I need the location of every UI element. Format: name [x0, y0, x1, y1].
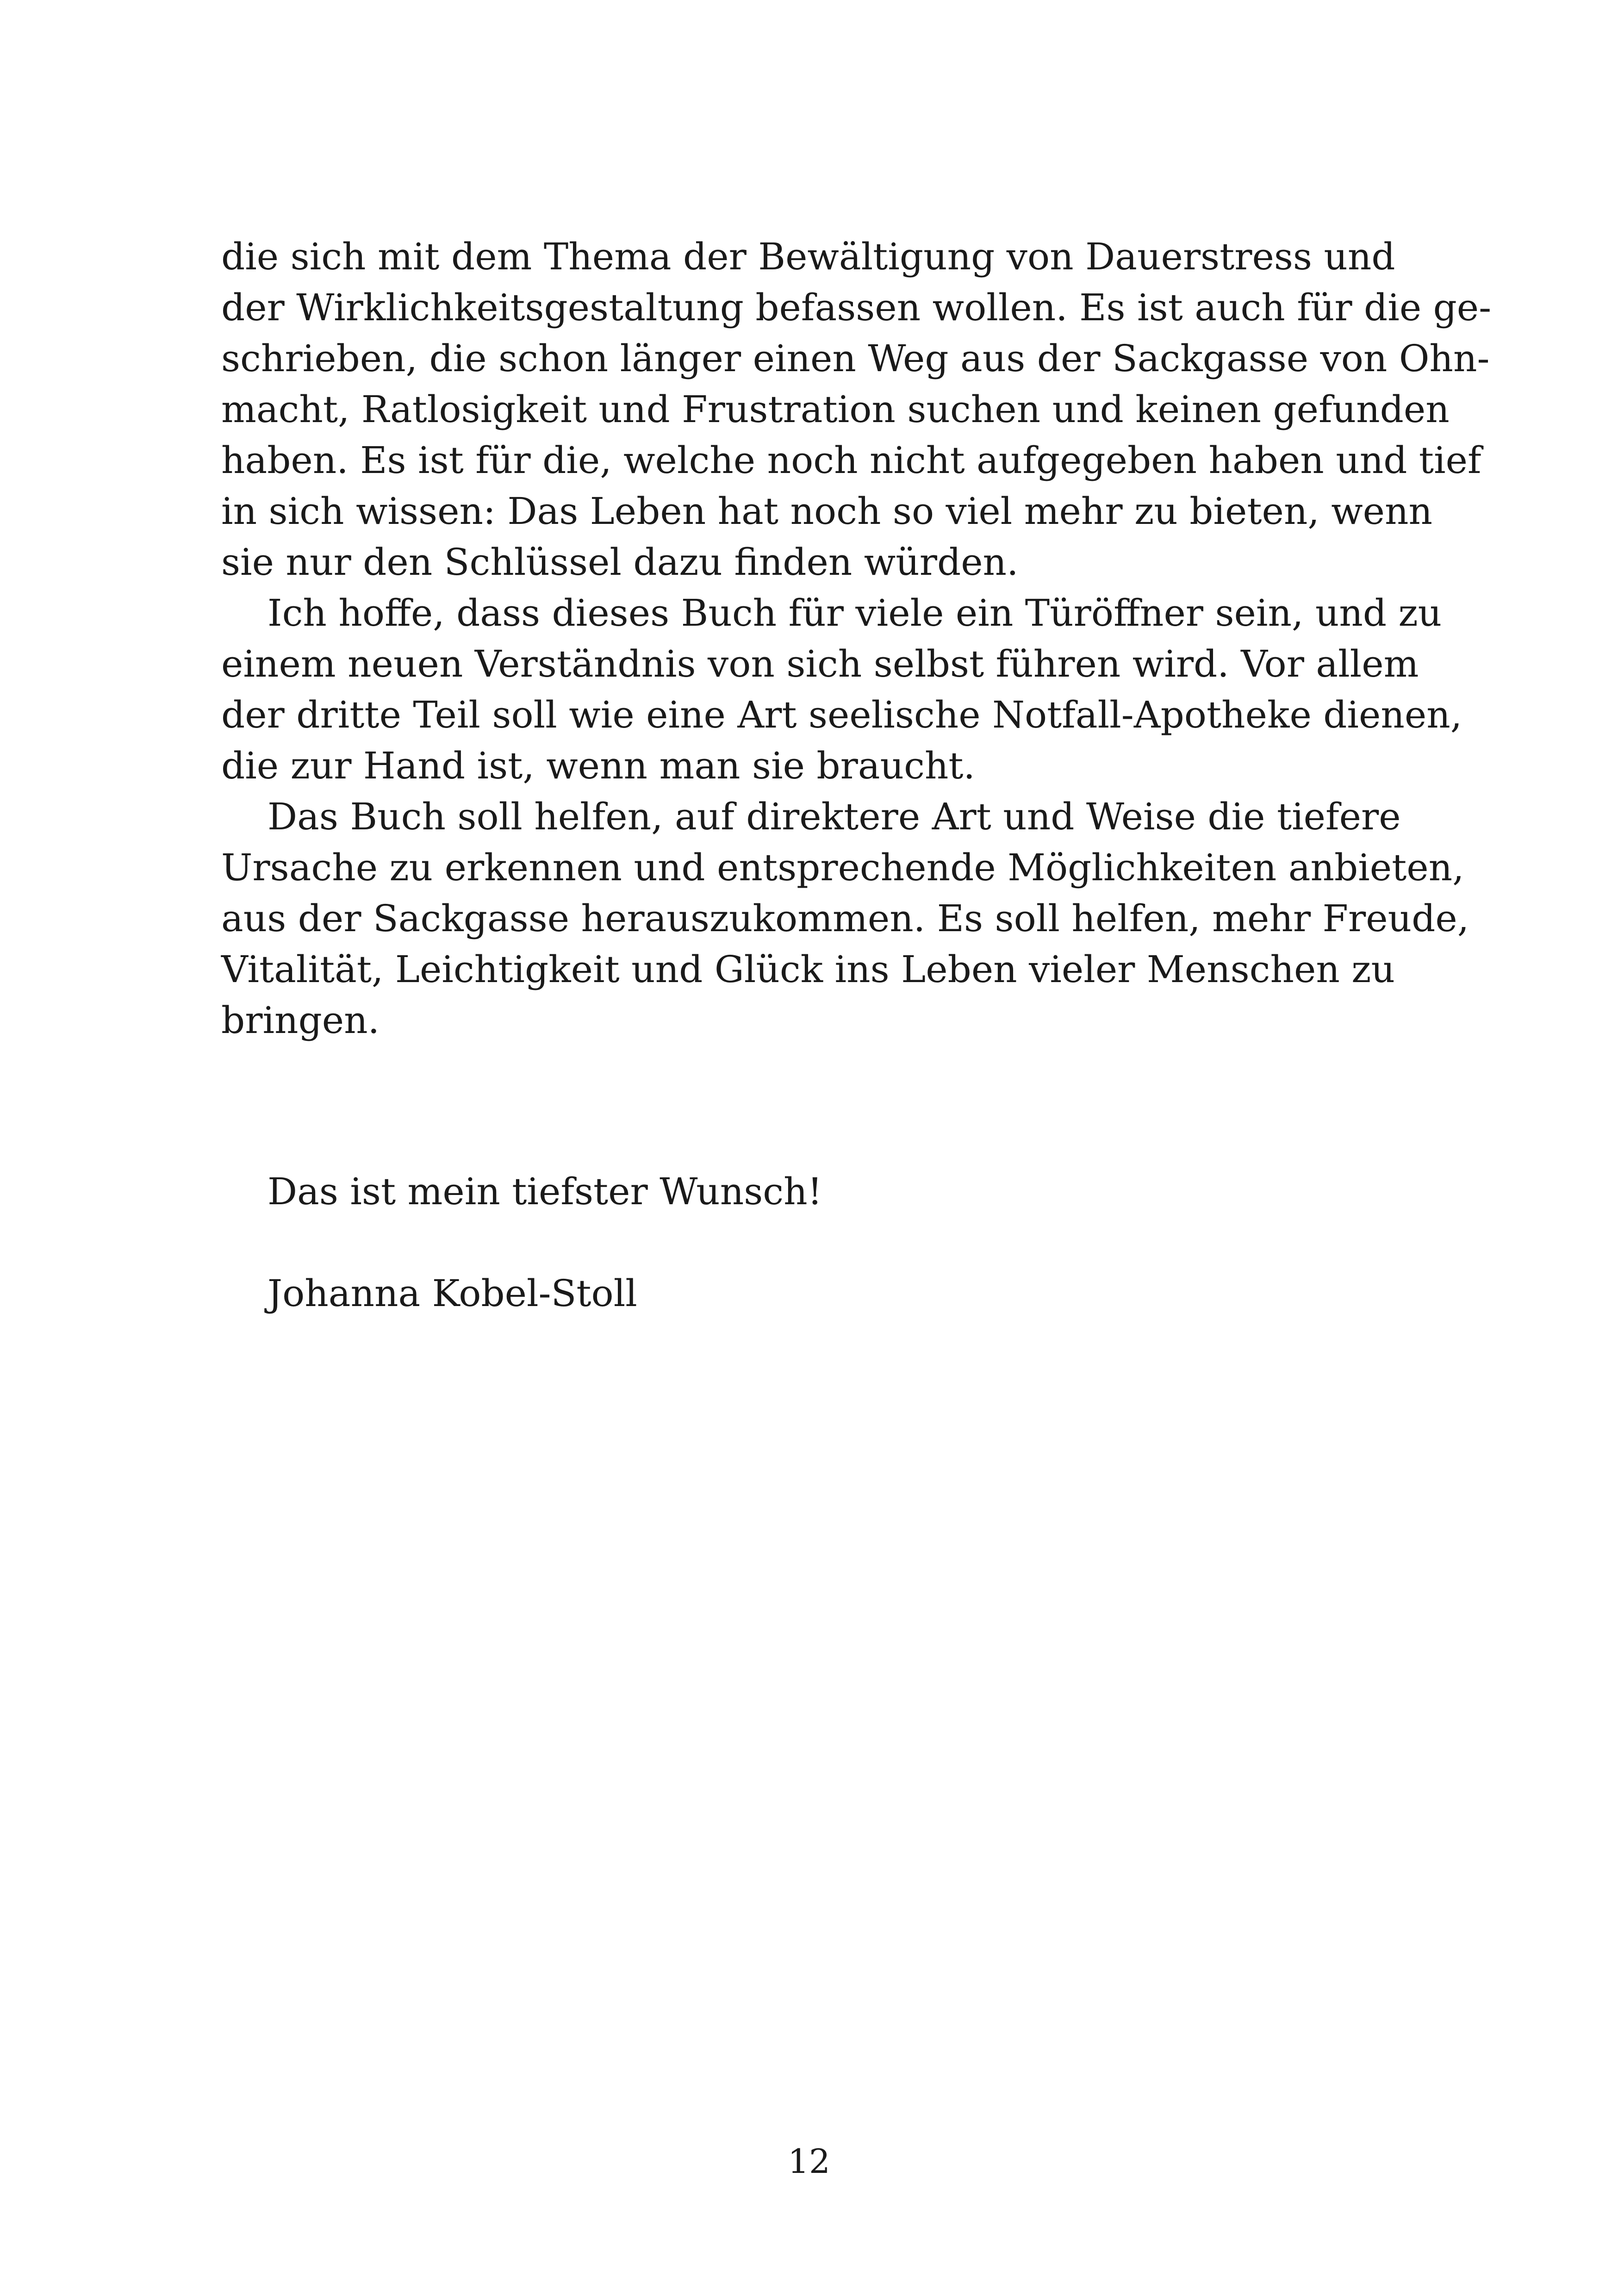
text-line: Ursache zu erkennen und entsprechende Möglichkeiten anbieten,	[221, 846, 1464, 889]
author-signature: Johanna Kobel-Stoll	[268, 1272, 637, 1315]
page-number: 12	[788, 2142, 830, 2181]
text-line: bringen.	[221, 999, 380, 1042]
text-line: in sich wissen: Das Leben hat noch so viel mehr zu bieten, wenn	[221, 490, 1433, 533]
text-line: einem neuen Verständnis von sich selbst führen wird. Vor allem	[221, 642, 1419, 685]
text-line: die zur Hand ist, wenn man sie braucht.	[221, 744, 975, 787]
text-line: macht, Ratlosigkeit und Frustration suchen und keinen gefunden	[221, 388, 1450, 431]
text-line: Ich hoffe, dass dieses Buch für viele ein Türöffner sein, und zu	[268, 591, 1442, 635]
body-text	[221, 231, 1492, 1046]
text-line: der dritte Teil soll wie eine Art seelische Notfall-Apotheke dienen,	[221, 693, 1462, 736]
text-line: Das Buch soll helfen, auf direktere Art und Weise die tiefere	[268, 795, 1401, 838]
text-line: der Wirklichkeitsgestaltung befassen wollen. Es ist auch für die ge-	[221, 286, 1492, 329]
text-line: die sich mit dem Thema der Bewältigung von Dauerstress und	[221, 235, 1395, 278]
text-line: haben. Es ist für die, welche noch nicht aufgegeben haben und tief	[221, 439, 1481, 482]
text-line: aus der Sackgasse herauszukommen. Es soll helfen, mehr Freude,	[221, 897, 1469, 940]
text-line: schrieben, die schon länger einen Weg aus der Sackgasse von Ohn-	[221, 337, 1490, 380]
closing-wish: Das ist mein tiefster Wunsch!	[268, 1170, 822, 1213]
text-line: Vitalität, Leichtigkeit und Glück ins Leben vieler Menschen zu	[221, 948, 1395, 991]
text-line: sie nur den Schlüssel dazu finden würden.	[221, 541, 1019, 584]
